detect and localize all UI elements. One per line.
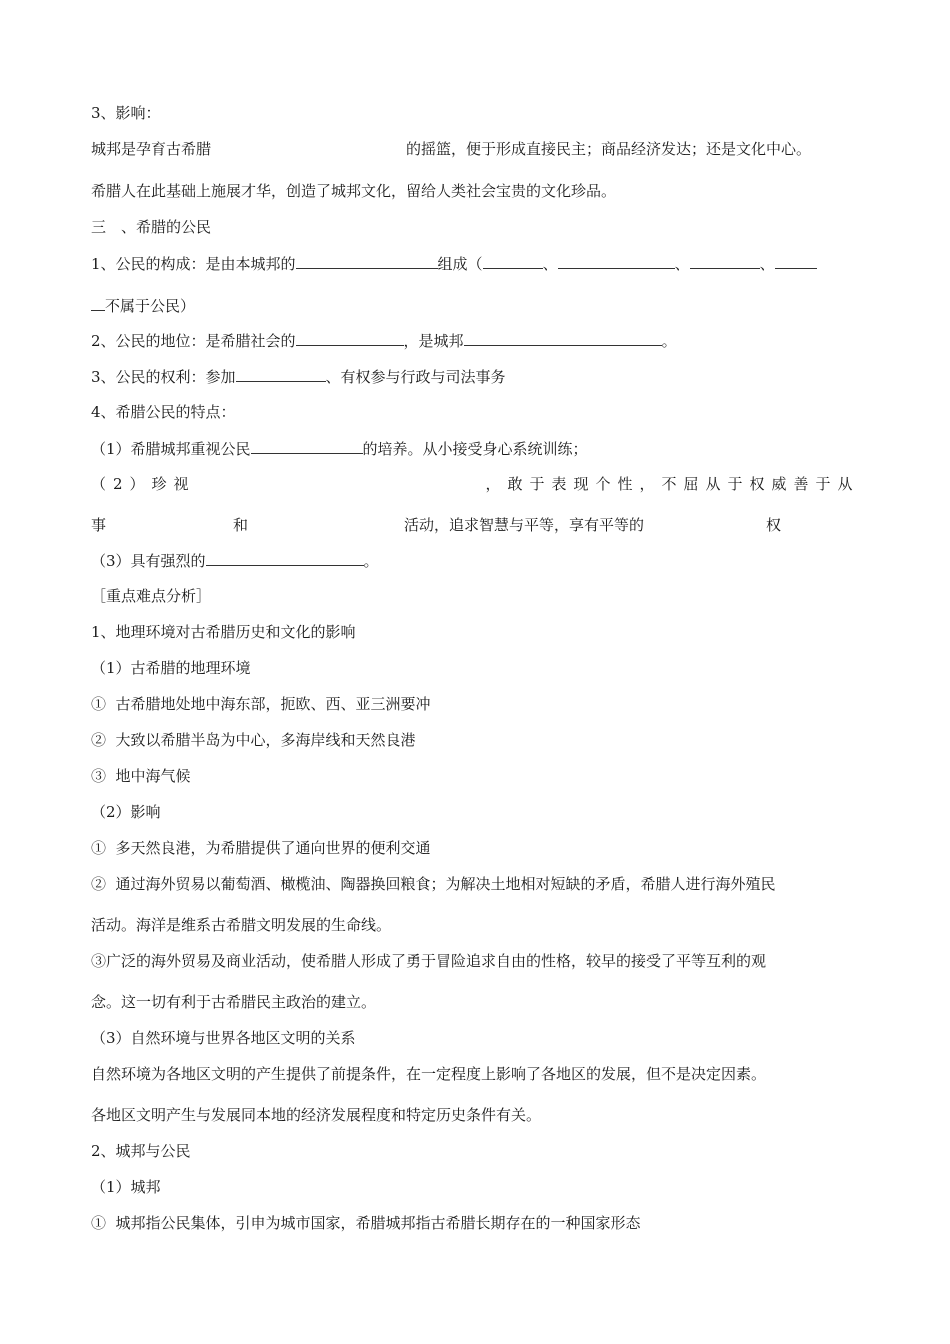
- blank-field: [775, 253, 817, 269]
- feature-1: [91, 438, 588, 459]
- text-run: 。: [363, 552, 379, 570]
- feature-2: [91, 474, 860, 494]
- blank-field: [296, 253, 438, 269]
- section-title: 三 、希腊的公民: [91, 218, 212, 236]
- blank-field: [251, 438, 363, 454]
- text-run: ，是城邦: [403, 332, 464, 350]
- question-2: [91, 330, 677, 351]
- text-run: 3、公民的权利：参加: [91, 368, 236, 386]
- subtopic-title: （2）影响: [91, 803, 161, 821]
- blank-field: [483, 253, 543, 269]
- text-run: 和: [233, 516, 249, 534]
- text-run: 1、公民的构成：是由本城邦的: [91, 255, 296, 273]
- text-run: 不属于公民）: [105, 297, 196, 315]
- blank-field: [558, 253, 675, 269]
- text-run: 的摇篮，便于形成直接民主；商品经济发达；还是文化中心。: [406, 140, 812, 158]
- text-run: 事: [91, 516, 107, 534]
- list-item: ① 多天然良港，为希腊提供了通向世界的便利交通: [91, 839, 431, 857]
- question-1: [91, 253, 817, 274]
- paragraph-line: [91, 139, 811, 159]
- list-item: ② 通过海外贸易以葡萄酒、橄榄油、陶器换回粮食；为解决土地相对短缺的矛盾，希腊人进行海外殖民: [91, 875, 776, 893]
- text-run: 组成（: [437, 255, 483, 273]
- text-run: 权: [766, 516, 782, 534]
- list-item: ① 古希腊地处地中海东部，扼欧、西、亚三洲要冲: [91, 695, 431, 713]
- paragraph-line: 自然环境为各地区文明的产生提供了前提条件，在一定程度上影响了各地区的发展，但不是决定因素。: [91, 1065, 767, 1083]
- text-run: 的培养。从小接受身心系统训练；: [362, 440, 588, 458]
- topic-1-title: 1、地理环境对古希腊历史和文化的影响: [91, 623, 356, 641]
- subtopic-title: （3）自然环境与世界各地区文明的关系: [91, 1029, 356, 1047]
- analysis-header: ［重点难点分析］: [91, 587, 212, 605]
- list-item: ① 城邦指公民集体，引申为城市国家，希腊城邦指古希腊长期存在的一种国家形态: [91, 1214, 641, 1232]
- paragraph-line: 希腊人在此基础上施展才华，创造了城邦文化，留给人类社会宝贵的文化珍品。: [91, 182, 617, 200]
- list-item: ③广泛的海外贸易及商业活动，使希腊人形成了勇于冒险追求自由的性格，较早的接受了平等互利的观: [91, 952, 767, 970]
- feature-2-cont: [91, 515, 781, 535]
- feature-3: [91, 550, 379, 571]
- blank-field: [206, 550, 364, 566]
- question-3: [91, 366, 506, 387]
- separator: 、: [674, 255, 690, 273]
- text-run: 活动，追求智慧与平等，享有平等的: [404, 516, 645, 534]
- text-run: 。: [661, 332, 677, 350]
- text-run: （2）珍视: [91, 475, 196, 493]
- list-item: ③ 地中海气候: [91, 767, 191, 785]
- blank-field: [91, 295, 105, 311]
- blank-field: [464, 330, 662, 346]
- separator: 、: [542, 255, 558, 273]
- question-4: 4、希腊公民的特点：: [91, 403, 236, 421]
- topic-2-title: 2、城邦与公民: [91, 1142, 191, 1160]
- list-item-cont: 活动。海洋是维系古希腊文明发展的生命线。: [91, 916, 392, 934]
- blank-field: [296, 330, 404, 346]
- text-run: 、有权参与行政与司法事务: [325, 368, 506, 386]
- subtopic-title: （1）古希腊的地理环境: [91, 659, 251, 677]
- subtopic-title: （1）城邦: [91, 1178, 161, 1196]
- section-3-heading: 3、影响：: [91, 104, 161, 122]
- separator: 、: [759, 255, 775, 273]
- text-run: （3）具有强烈的: [91, 552, 206, 570]
- text-run: ，敢于表现个性，不屈从于权威善于从: [485, 475, 860, 493]
- blank-field: [236, 366, 326, 382]
- paragraph-line: 各地区文明产生与发展同本地的经济发展程度和特定历史条件有关。: [91, 1106, 542, 1124]
- list-item: ② 大致以希腊半岛为中心，多海岸线和天然良港: [91, 731, 416, 749]
- text-run: 城邦是孕育古希腊: [91, 140, 212, 158]
- question-1-cont: [91, 295, 195, 316]
- text-run: 2、公民的地位：是希腊社会的: [91, 332, 296, 350]
- text-run: （1）希腊城邦重视公民: [91, 440, 251, 458]
- list-item-cont: 念。这一切有利于古希腊民主政治的建立。: [91, 993, 377, 1011]
- blank-field: [690, 253, 760, 269]
